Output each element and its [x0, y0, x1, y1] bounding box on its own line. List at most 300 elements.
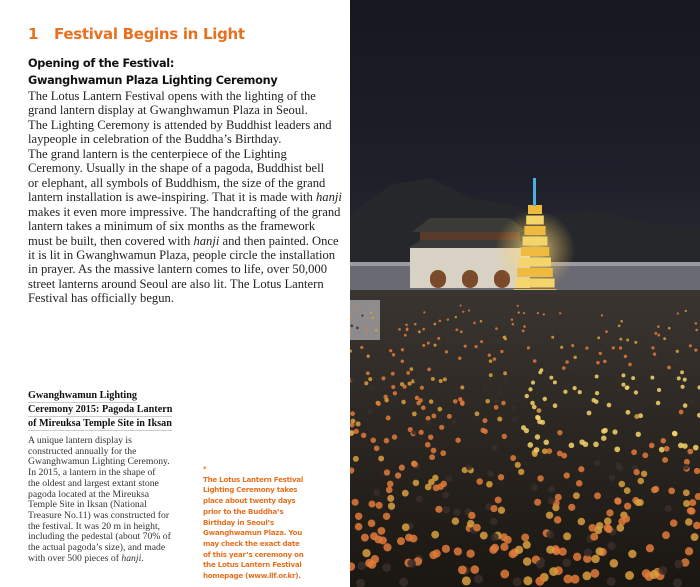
lantern-dot	[361, 314, 363, 316]
body-line: street lanterns around Seoul are also lit. The Lotus Lantern	[28, 276, 324, 291]
subheading-line: Opening of the Festival:	[28, 57, 175, 70]
lantern-dot	[672, 431, 677, 436]
lantern-dot	[443, 377, 447, 381]
lantern-dot	[596, 547, 604, 555]
lantern-dot	[416, 496, 423, 503]
lantern-dot	[494, 405, 499, 410]
lantern-dot	[490, 517, 498, 525]
lantern-dot	[413, 480, 420, 487]
lantern-dot	[531, 484, 538, 491]
lantern-dot	[486, 363, 490, 367]
note-line: The Lotus Lantern Festival	[203, 474, 304, 484]
lantern-dot	[442, 545, 450, 553]
lantern-dot	[374, 445, 380, 451]
lantern-dot	[483, 429, 488, 434]
lantern-dot	[392, 434, 397, 439]
lantern-dot	[557, 430, 562, 435]
lantern-dot	[523, 312, 525, 314]
lantern-dot	[402, 523, 410, 531]
lantern-dot	[511, 318, 513, 320]
lantern-dot	[485, 338, 488, 341]
lantern-dot	[515, 462, 521, 468]
lantern-dot	[641, 471, 647, 477]
lantern-dot	[578, 466, 584, 472]
lantern-dot	[568, 504, 575, 511]
lantern-dot	[428, 479, 435, 486]
lantern-dot	[551, 336, 554, 339]
lantern-dot	[562, 558, 571, 567]
lantern-dot	[523, 576, 532, 585]
lantern-dot	[683, 403, 688, 408]
lantern-dot	[381, 376, 385, 380]
lantern-dot	[591, 555, 599, 563]
lantern-dot	[378, 456, 384, 462]
lantern-dot	[559, 548, 567, 556]
lantern-dot	[559, 312, 561, 314]
lantern-dot	[693, 445, 699, 451]
lantern-dot	[622, 373, 626, 377]
lantern-dot	[677, 376, 681, 380]
lantern-dot	[411, 429, 416, 434]
lantern-dot	[687, 507, 694, 514]
lantern-dot	[585, 347, 588, 350]
lantern-dot	[659, 566, 668, 575]
body-line: Festival has officially begun.	[28, 291, 174, 306]
lantern-dot	[391, 372, 395, 376]
lantern-dot	[625, 385, 629, 389]
lantern-dot	[536, 560, 545, 569]
lantern-dot	[446, 357, 449, 360]
lantern-dot	[616, 379, 620, 383]
lantern-dot	[401, 348, 404, 351]
lantern-dot	[657, 334, 660, 337]
lantern-dot	[553, 380, 557, 384]
lantern-dot	[446, 475, 452, 481]
lantern-dot	[634, 341, 637, 344]
lantern-dot	[433, 344, 436, 347]
caption-line: Temple Site in Iksan (National	[28, 499, 147, 511]
lantern-dot	[678, 443, 684, 449]
pagoda-tier	[526, 216, 544, 225]
lantern-dot	[512, 323, 515, 326]
lantern-dot	[458, 566, 467, 575]
lantern-dot	[462, 311, 464, 313]
lantern-dot	[420, 334, 423, 337]
lantern-dot	[646, 544, 654, 552]
note-marker: *	[203, 464, 207, 473]
lantern-dot	[498, 474, 504, 480]
lantern-dot	[615, 463, 621, 469]
lantern-dot	[543, 440, 549, 446]
caption-title-line: of Mireuksa Temple Site in Iksan	[28, 418, 172, 429]
lantern-dot	[356, 421, 361, 426]
lantern-dot	[694, 348, 697, 351]
lantern-dot	[426, 420, 431, 425]
lantern-dot	[578, 518, 586, 526]
lantern-dot	[648, 356, 651, 359]
lantern-dot	[406, 329, 409, 332]
section-subheading	[28, 56, 277, 89]
chapter-title: Festival Begins in Light	[54, 25, 245, 43]
lantern-dot	[656, 401, 661, 406]
lantern-dot	[612, 346, 615, 349]
lantern-dot	[530, 401, 535, 406]
lantern-dot	[538, 370, 542, 374]
lantern-dot	[427, 342, 430, 345]
lantern-dot	[394, 334, 397, 337]
lantern-dot	[634, 390, 638, 394]
lantern-dot	[385, 323, 388, 326]
lantern-dot	[608, 542, 616, 550]
lantern-dot	[617, 388, 621, 392]
lantern-dot	[489, 546, 497, 554]
lantern-dot	[631, 449, 637, 455]
lantern-dot	[562, 366, 566, 370]
lantern-dot	[391, 385, 395, 389]
lantern-dot	[353, 456, 359, 462]
lantern-dot	[527, 346, 530, 349]
lantern-dot	[480, 340, 483, 343]
lantern-dot	[408, 307, 410, 309]
lantern-dot	[662, 457, 668, 463]
lantern-dot	[401, 400, 406, 405]
lantern-dot	[429, 399, 434, 404]
lantern-dot	[431, 448, 437, 454]
lantern-dot	[423, 311, 425, 313]
lantern-dot	[415, 396, 419, 400]
lantern-dot	[457, 373, 461, 377]
lantern-dot	[657, 388, 661, 392]
lantern-dot	[568, 368, 572, 372]
lantern-dot	[564, 472, 570, 478]
lantern-dot	[412, 411, 417, 416]
body-line: lantern installation is awe-inspiring. That it is made with hanji	[28, 190, 342, 205]
lantern-dot	[662, 531, 670, 539]
lantern-dot	[674, 560, 683, 569]
lantern-dot	[610, 307, 612, 309]
lantern-dot	[384, 398, 389, 403]
body-line: in prayer. As the massive lantern comes to life, over 50,000	[28, 262, 328, 277]
lantern-dot	[401, 359, 405, 363]
lantern-dot	[676, 350, 679, 353]
lantern-dot	[625, 571, 634, 580]
lantern-dot	[590, 533, 598, 541]
lantern-dot	[442, 492, 449, 499]
lantern-dot	[500, 570, 509, 579]
lantern-dot	[654, 332, 657, 335]
lantern-dot	[532, 405, 537, 410]
lantern-dot	[685, 518, 693, 526]
lantern-dot	[548, 497, 555, 504]
lantern-dot	[528, 442, 534, 448]
lantern-dot	[591, 398, 596, 403]
lantern-dot	[447, 414, 452, 419]
lantern-dot	[439, 425, 444, 430]
lantern-dot	[571, 575, 580, 584]
lantern-dot	[543, 397, 547, 401]
lantern-dot	[455, 437, 461, 443]
lantern-dot	[673, 304, 675, 306]
lantern-dot	[680, 385, 684, 389]
lantern-dot	[517, 305, 519, 307]
lantern-dot	[605, 525, 613, 533]
lantern-dot	[400, 382, 404, 386]
lantern-dot	[494, 399, 499, 404]
lantern-dot	[428, 310, 430, 312]
lantern-dot	[563, 532, 571, 540]
lantern-dot	[610, 559, 619, 568]
lantern-dot	[422, 344, 425, 347]
lantern-dot	[383, 543, 391, 551]
lantern-dot	[418, 330, 421, 333]
lantern-dot	[454, 547, 462, 555]
lantern-dot	[439, 379, 443, 383]
lantern-dot	[657, 325, 660, 328]
lantern-dot	[355, 513, 362, 520]
lantern-dot	[467, 520, 475, 528]
lantern-dot	[483, 387, 487, 391]
lantern-dot	[665, 505, 672, 512]
lantern-dot	[687, 449, 693, 455]
lantern-dot	[596, 361, 600, 365]
lantern-dot	[624, 487, 631, 494]
lantern-dot	[364, 381, 368, 385]
lantern-dot	[650, 570, 659, 579]
lantern-dot	[595, 391, 599, 395]
lantern-dot	[427, 368, 431, 372]
lantern-dot	[569, 443, 575, 449]
lantern-dot	[578, 390, 582, 394]
lantern-dot	[606, 509, 613, 516]
lantern-dot	[455, 316, 457, 318]
lantern-dot	[601, 314, 603, 316]
lantern-dot	[429, 454, 435, 460]
note-line: place about twenty days	[203, 496, 296, 506]
lantern-dot	[591, 569, 600, 578]
lantern-dot	[534, 447, 540, 453]
lantern-dot	[599, 352, 602, 355]
body-line: it is lit in Gwanghwamun Plaza, people circle the installation	[28, 247, 336, 262]
lantern-dot	[625, 410, 630, 415]
lantern-dot	[603, 428, 608, 433]
lantern-dot	[634, 414, 639, 419]
lantern-dot	[653, 486, 660, 493]
lantern-dot	[432, 549, 440, 557]
pagoda-tier	[521, 247, 549, 256]
lantern-dot	[360, 346, 363, 349]
lantern-dot	[372, 317, 374, 319]
lantern-dot	[382, 563, 391, 572]
pagoda-tier	[519, 258, 551, 267]
lantern-dot	[689, 344, 692, 347]
lantern-dot	[475, 345, 478, 348]
lantern-dot	[404, 334, 407, 337]
body-line: laypeople in celebration of the Buddha’s Birthday.	[28, 132, 282, 147]
lantern-dot	[383, 513, 390, 520]
lantern-dot	[624, 503, 631, 510]
caption-body	[28, 436, 171, 564]
lantern-dot	[366, 354, 369, 357]
lantern-dot	[376, 502, 383, 509]
note-line: prior to the Buddha’s	[203, 506, 284, 516]
lantern-dot	[398, 328, 401, 331]
lantern-dot	[584, 548, 592, 556]
lantern-dot	[537, 475, 543, 481]
body-line: makes it even more impressive. The handcrafting of the grand	[28, 204, 341, 219]
lantern-dot	[412, 461, 418, 467]
lantern-dot	[402, 490, 409, 497]
lantern-dot	[668, 488, 675, 495]
lantern-dot	[399, 578, 408, 587]
lantern-dot	[370, 312, 372, 314]
lantern-dot	[365, 329, 368, 332]
lantern-dot	[601, 435, 606, 440]
lantern-dot	[373, 489, 380, 496]
note-line: the Lotus Lantern Festival	[203, 560, 302, 570]
lantern-dot	[350, 325, 353, 328]
lantern-dot	[573, 356, 576, 359]
lantern-dot	[425, 442, 431, 448]
lantern-dot	[664, 446, 670, 452]
lantern-dot	[368, 520, 376, 528]
lantern-dot	[354, 429, 359, 434]
lantern-dot	[537, 408, 542, 413]
lantern-dot	[418, 430, 423, 435]
lantern-dot	[679, 410, 684, 415]
lantern-dot	[459, 304, 461, 306]
lantern-dot	[486, 481, 493, 488]
lantern-dot	[405, 323, 408, 326]
body-text	[28, 89, 342, 306]
lantern-dot	[410, 367, 414, 371]
lantern-dot	[691, 533, 699, 541]
lantern-dot	[493, 357, 496, 360]
lantern-dot	[443, 506, 450, 513]
lantern-dot	[406, 371, 410, 375]
lantern-dot	[464, 345, 467, 348]
lantern-dot	[452, 517, 460, 525]
lantern-dot	[628, 363, 632, 367]
lantern-dot	[643, 305, 645, 307]
lantern-dot	[453, 509, 460, 516]
lantern-dot	[498, 507, 505, 514]
lantern-dot	[528, 387, 532, 391]
lantern-dot	[357, 562, 366, 571]
lantern-dot	[368, 500, 375, 507]
note-line: Birthday in Seoul’s	[203, 517, 274, 527]
lantern-dot	[650, 376, 654, 380]
lantern-dot	[542, 448, 548, 454]
lantern-dot	[431, 414, 436, 419]
lantern-dot	[395, 472, 401, 478]
lantern-dot	[500, 350, 503, 353]
lantern-dot	[350, 411, 355, 416]
note-line: may check the exact date	[203, 538, 300, 548]
lantern-dot	[554, 516, 561, 523]
lantern-dot	[609, 474, 615, 480]
lantern-dot	[462, 576, 471, 585]
lantern-dot	[573, 553, 581, 561]
lantern-dot	[663, 337, 666, 340]
lantern-dot	[607, 403, 612, 408]
lantern-dot	[689, 499, 696, 506]
lantern-dot	[397, 537, 405, 545]
lantern-dot	[466, 464, 472, 470]
lantern-dot	[489, 373, 493, 377]
lantern-dot	[366, 371, 370, 375]
lantern-dot	[482, 418, 487, 423]
lantern-dot	[521, 533, 529, 541]
lantern-dot	[583, 441, 589, 447]
lantern-dot	[644, 337, 647, 340]
lantern-dot	[694, 468, 700, 474]
lantern-dot	[628, 550, 636, 558]
lantern-dot	[683, 489, 690, 496]
subheading-line: Gwanghwamun Plaza Lighting Ceremony	[28, 73, 278, 87]
lantern-dot	[455, 328, 458, 331]
lantern-dot	[515, 345, 518, 348]
lantern-dot	[428, 435, 433, 440]
body-line: The grand lantern is the centerpiece of the Lighting	[28, 146, 287, 161]
lighting-ceremony-photo	[350, 0, 700, 587]
caption-line: A unique lantern display is	[28, 435, 132, 446]
lantern-dot	[488, 353, 491, 356]
lantern-dot	[653, 352, 656, 355]
lantern-dot	[523, 325, 526, 328]
body-line: Ceremony. Usually in the shape of a pagoda, Buddhist bell	[28, 161, 325, 176]
lantern-dot	[659, 447, 665, 453]
lantern-dot	[503, 371, 507, 375]
lantern-dot	[437, 337, 440, 340]
lantern-dot	[636, 432, 641, 437]
body-line: or elephant, all symbols of Buddhism, the size of the grand	[28, 175, 326, 190]
lantern-dot	[403, 311, 405, 313]
lantern-dot	[619, 346, 622, 349]
lantern-dot	[421, 405, 426, 410]
lantern-dot	[460, 385, 464, 389]
lantern-dot	[555, 494, 562, 501]
lantern-dot	[667, 366, 671, 370]
lantern-dot	[522, 330, 525, 333]
lantern-dot	[513, 577, 522, 586]
lantern-dot	[388, 503, 395, 510]
lantern-dot	[593, 442, 599, 448]
lantern-dot	[634, 499, 641, 506]
lantern-dot	[407, 559, 416, 568]
lantern-dot	[518, 311, 520, 313]
lantern-dot	[489, 359, 493, 363]
body-line: must be built, then covered with hanji and then painted. Once	[28, 233, 339, 248]
lantern-dot	[460, 330, 463, 333]
lantern-dot	[361, 433, 366, 438]
lantern-dot	[576, 480, 583, 487]
lantern-dot	[418, 398, 423, 403]
lantern-dot	[670, 519, 678, 527]
lantern-dot	[618, 481, 625, 488]
pagoda-tier	[528, 205, 542, 214]
lantern-dot	[546, 546, 554, 554]
lantern-dot	[618, 351, 621, 354]
caption-line: Treasure No.11) was constructed for	[28, 509, 170, 521]
lantern-dot	[563, 390, 567, 394]
lantern-dot	[485, 399, 490, 404]
lantern-dot	[389, 349, 392, 352]
lantern-dot	[535, 434, 540, 439]
lantern-dot	[370, 385, 374, 389]
lantern-dot	[440, 450, 446, 456]
lantern-dot	[685, 310, 687, 312]
caption-line: pagoda located at the Mireuksa	[28, 488, 150, 500]
